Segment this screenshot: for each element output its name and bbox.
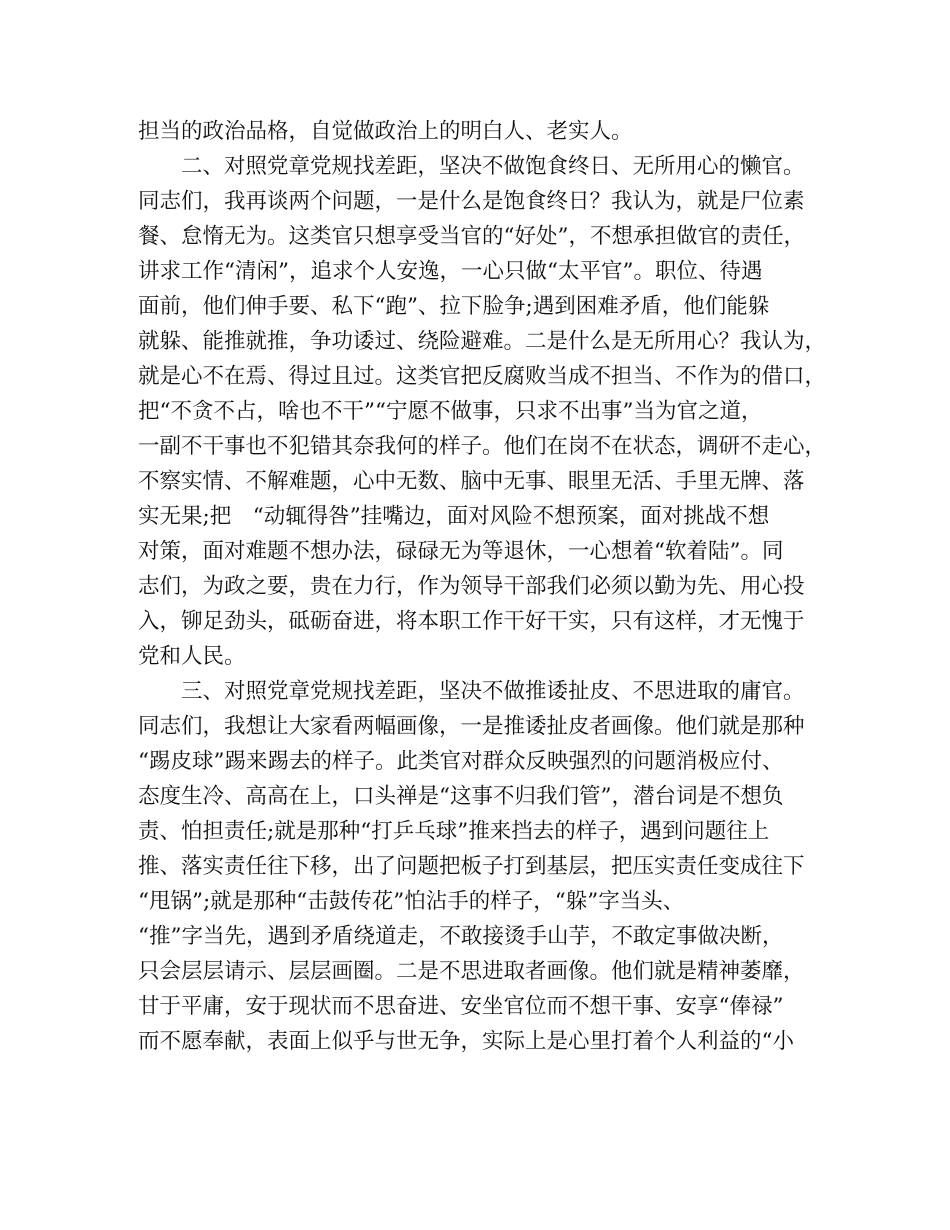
- text-line: 就是心不在焉、得过且过。这类官把反腐败当成不担当、不作为的借口，: [138, 364, 827, 389]
- text-line: 而不愿奉献，表面上似乎与世无争，实际上是心里打着个人利益的“小: [138, 1029, 794, 1054]
- text-line: 态度生冷、高高在上，口头禅是“这事不归我们管”，潜台词是不想负: [138, 784, 784, 809]
- body-text: [138, 114, 828, 1059]
- text-line: 实无果;把 “动辄得咎”挂嘴边，面对风险不想预案，面对挑战不想: [138, 504, 770, 529]
- text-line: 对策，面对难题不想办法，碌碌无为等退休，一心想着“软着陆”。同: [138, 539, 784, 564]
- text-line: 一副不干事也不犯错其奈我何的样子。他们在岗不在状态，调研不走心，: [138, 434, 827, 459]
- text-line: 入，铆足劲头，砥砺奋进，将本职工作干好干实，只有这样，才无愧于: [138, 609, 805, 634]
- text-line: 不察实情、不解难题，心中无数、脑中无事、眼里无活、手里无牌、落: [138, 469, 805, 494]
- text-line: 把“不贪不占，啥也不干”“宁愿不做事，只求不出事”当为官之道，: [138, 399, 763, 424]
- text-line: 二、对照党章党规找差距，坚决不做饱食终日、无所用心的懒官。: [138, 154, 805, 179]
- text-line: 同志们，我再谈两个问题，一是什么是饱食终日？我认为，就是尸位素: [138, 189, 805, 214]
- text-line: 甘于平庸，安于现状而不思奋进、安坐官位而不想干事、安享“俸禄”: [138, 994, 784, 1019]
- text-line: 讲求工作“清闲”，追求个人安逸，一心只做“太平官”。职位、待遇: [138, 259, 763, 284]
- text-line: “推”字当先，遇到矛盾绕道走，不敢接烫手山芋，不敢定事做决断，: [138, 924, 784, 949]
- text-line: 三、对照党章党规找差距，坚决不做推诿扯皮、不思进取的庸官。: [138, 679, 805, 704]
- text-line: 面前，他们伸手要、私下“跑”、拉下脸争;遇到困难矛盾，他们能躲: [138, 294, 770, 319]
- text-line: 就躲、能推就推，争功诿过、绕险避难。二是什么是无所用心？我认为，: [138, 329, 827, 354]
- text-line: 推、落实责任往下移，出了问题把板子打到基层，把压实责任变成往下: [138, 854, 805, 879]
- text-line: 只会层层请示、层层画圈。二是不思进取者画像。他们就是精神萎靡，: [138, 959, 805, 984]
- text-line: 志们，为政之要，贵在力行，作为领导干部我们必须以勤为先、用心投: [138, 574, 805, 599]
- text-line: “甩锅”;就是那种“击鼓传花”怕沾手的样子，“躲”字当头、: [138, 889, 685, 914]
- text-line: 担当的政治品格，自觉做政治上的明白人、老实人。: [138, 119, 633, 144]
- text-line: 责、怕担责任;就是那种“打乒乓球”推来挡去的样子，遇到问题往上: [138, 819, 770, 844]
- text-line: 同志们，我想让大家看两幅画像，一是推诿扯皮者画像。他们就是那种: [138, 714, 805, 739]
- text-line: 党和人民。: [138, 644, 246, 669]
- text-line: 餐、怠惰无为。这类官只想享受当官的“好处”，不想承担做官的责任，: [138, 224, 805, 249]
- text-line: “踢皮球”踢来踢去的样子。此类官对群众反映强烈的问题消极应付、: [138, 749, 784, 774]
